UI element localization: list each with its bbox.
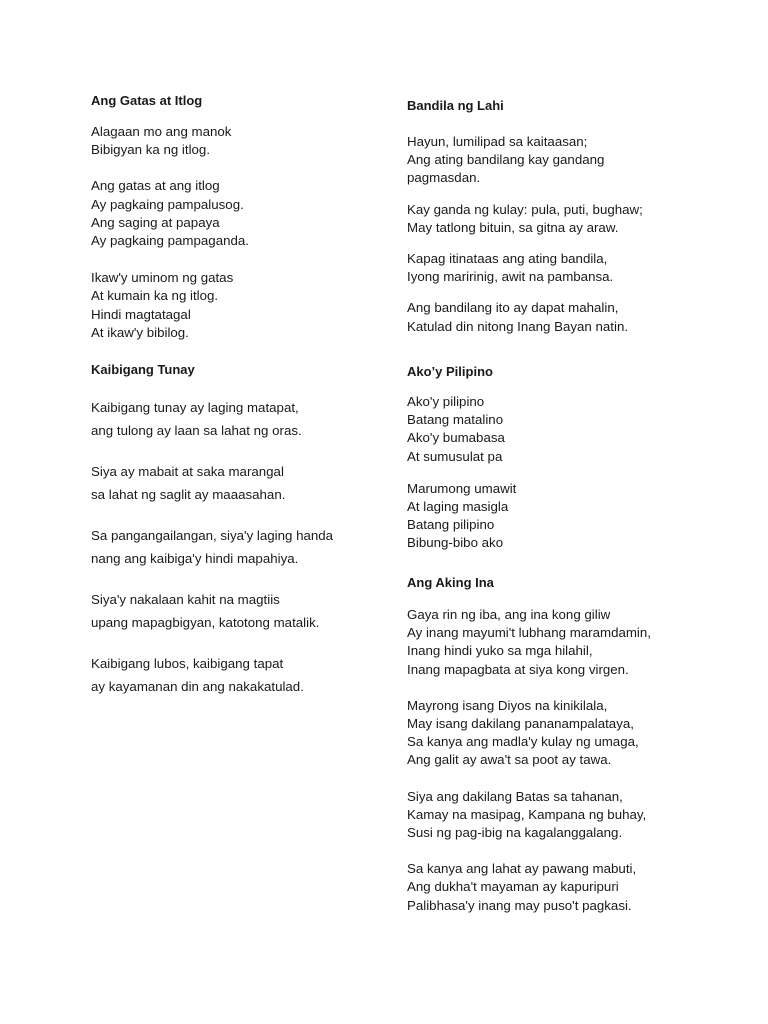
poem-line: Sa kanya ang madla'y kulay ng umaga, bbox=[407, 734, 639, 750]
stanza bbox=[407, 299, 737, 335]
stanza bbox=[407, 788, 737, 843]
poem-line: Sa kanya ang lahat ay pawang mabuti, bbox=[407, 861, 637, 877]
poem-line: Inang mapagbata at siya kong virgen. bbox=[407, 661, 629, 677]
poem-line: Mayrong isang Diyos na kinikilala, bbox=[407, 697, 608, 713]
stanza bbox=[407, 250, 737, 286]
poem-line: Kay ganda ng kulay: pula, puti, bughaw; bbox=[407, 201, 643, 217]
poem-line: Ay pagkaing pampalusog. bbox=[91, 196, 244, 212]
stanza bbox=[91, 525, 391, 570]
stanza bbox=[91, 589, 391, 634]
poem-line: At kumain ka ng itlog. bbox=[91, 288, 219, 304]
poem-title: Kaibigang Tunay bbox=[91, 362, 195, 377]
stanza bbox=[407, 133, 737, 188]
poem-line: Bibung-bibo ako bbox=[407, 535, 504, 551]
poem-line: Kapag itinataas ang ating bandila, bbox=[407, 251, 608, 267]
poem-line: Ay pagkaing pampaganda. bbox=[91, 233, 249, 249]
poem-ang-gatas-at-itlog bbox=[91, 93, 391, 342]
poem-line: Kaibigang tunay ay laging matapat, bbox=[91, 400, 299, 415]
poem-line: Iyong maririnig, awit na pambansa. bbox=[407, 269, 614, 285]
poem-title: Ako’y Pilipino bbox=[407, 364, 493, 379]
stanza bbox=[407, 201, 737, 237]
stanza bbox=[407, 606, 737, 679]
poem-line: Siya ang dakilang Batas sa tahanan, bbox=[407, 788, 623, 804]
poem-line: Bibigyan ka ng itlog. bbox=[91, 142, 211, 158]
poem-line: sa lahat ng saglit ay maaasahan. bbox=[91, 486, 286, 502]
poem-line: Batang matalino bbox=[407, 412, 504, 428]
poem-line: Ang gatas at ang itlog bbox=[91, 178, 220, 194]
poem-line: Ang galit ay awa't sa poot ay tawa. bbox=[407, 752, 612, 768]
poem-kaibigang-tunay bbox=[91, 362, 391, 698]
poem-line: At laging masigla bbox=[407, 499, 509, 515]
stanza bbox=[407, 697, 737, 770]
stanza bbox=[91, 123, 391, 159]
poem-line: Alagaan mo ang manok bbox=[91, 124, 232, 139]
stanza bbox=[91, 269, 391, 342]
poem-line: ang tulong ay laan sa lahat ng oras. bbox=[91, 422, 302, 438]
poem-line: May isang dakilang pananampalataya, bbox=[407, 716, 634, 732]
poem-line: ay kayamanan din ang nakakatulad. bbox=[91, 678, 304, 694]
poem-title: Bandila ng Lahi bbox=[407, 98, 504, 113]
poem-line: nang ang kaibiga'y hindi mapahiya. bbox=[91, 550, 299, 566]
poem-line: Ang ating bandilang kay gandang bbox=[407, 152, 605, 168]
poem-title: Ang Aking Ina bbox=[407, 575, 494, 590]
stanza bbox=[91, 397, 391, 442]
poem-line: At sumusulat pa bbox=[407, 448, 503, 464]
poem-line: Siya'y nakalaan kahit na magtiis bbox=[91, 592, 280, 607]
poem-line: Katulad din nitong Inang Bayan natin. bbox=[407, 318, 629, 334]
poem-line: Ako'y bumabasa bbox=[407, 430, 505, 446]
stanza bbox=[407, 393, 737, 466]
poem-line: Ang saging at papaya bbox=[91, 214, 220, 230]
poem-line: Gaya rin ng iba, ang ina kong giliw bbox=[407, 607, 611, 622]
stanza bbox=[407, 860, 737, 915]
poem-line: Kaibigang lubos, kaibigang tapat bbox=[91, 656, 284, 671]
stanza bbox=[91, 653, 391, 698]
poem-line: Ang bandilang ito ay dapat mahalin, bbox=[407, 300, 619, 316]
poem-bandila-ng-lahi bbox=[407, 98, 737, 336]
poem-line: Inang hindi yuko sa mga hilahil, bbox=[407, 643, 593, 659]
poem-line: upang mapagbigyan, katotong matalik. bbox=[91, 614, 320, 630]
poem-line: At ikaw'y bibilog. bbox=[91, 324, 189, 340]
poem-line: Ay inang mayumi't lubhang maramdamin, bbox=[407, 625, 651, 641]
poem-line: Kamay na masipag, Kampana ng buhay, bbox=[407, 806, 647, 822]
poem-line: Hayun, lumilipad sa kaitaasan; bbox=[407, 134, 588, 149]
stanza bbox=[91, 177, 391, 250]
poem-line: Marumong umawit bbox=[407, 480, 517, 496]
poem-title: Ang Gatas at Itlog bbox=[91, 93, 203, 108]
poem-line: Palibhasa'y inang may puso't pagkasi. bbox=[407, 897, 632, 913]
poem-line: Hindi magtatagal bbox=[91, 306, 191, 322]
stanza bbox=[91, 461, 391, 506]
poem-line: Susi ng pag-ibig na kagalanggalang. bbox=[407, 825, 623, 841]
poem-line: Sa pangangailangan, siya'y laging handa bbox=[91, 528, 334, 543]
poem-line: May tatlong bituin, sa gitna ay araw. bbox=[407, 219, 619, 235]
poem-line: pagmasdan. bbox=[407, 170, 481, 186]
poem-line: Ako'y pilipino bbox=[407, 394, 485, 409]
poem-line: Batang pilipino bbox=[407, 517, 495, 533]
stanza bbox=[407, 480, 737, 553]
poem-line: Siya ay mabait at saka marangal bbox=[91, 464, 284, 479]
poem-line: Ikaw'y uminom ng gatas bbox=[91, 270, 234, 286]
poem-ang-aking-ina bbox=[407, 575, 737, 915]
poem-line: Ang dukha't mayaman ay kapuripuri bbox=[407, 879, 619, 895]
poem-akoy-pilipino bbox=[407, 364, 737, 553]
